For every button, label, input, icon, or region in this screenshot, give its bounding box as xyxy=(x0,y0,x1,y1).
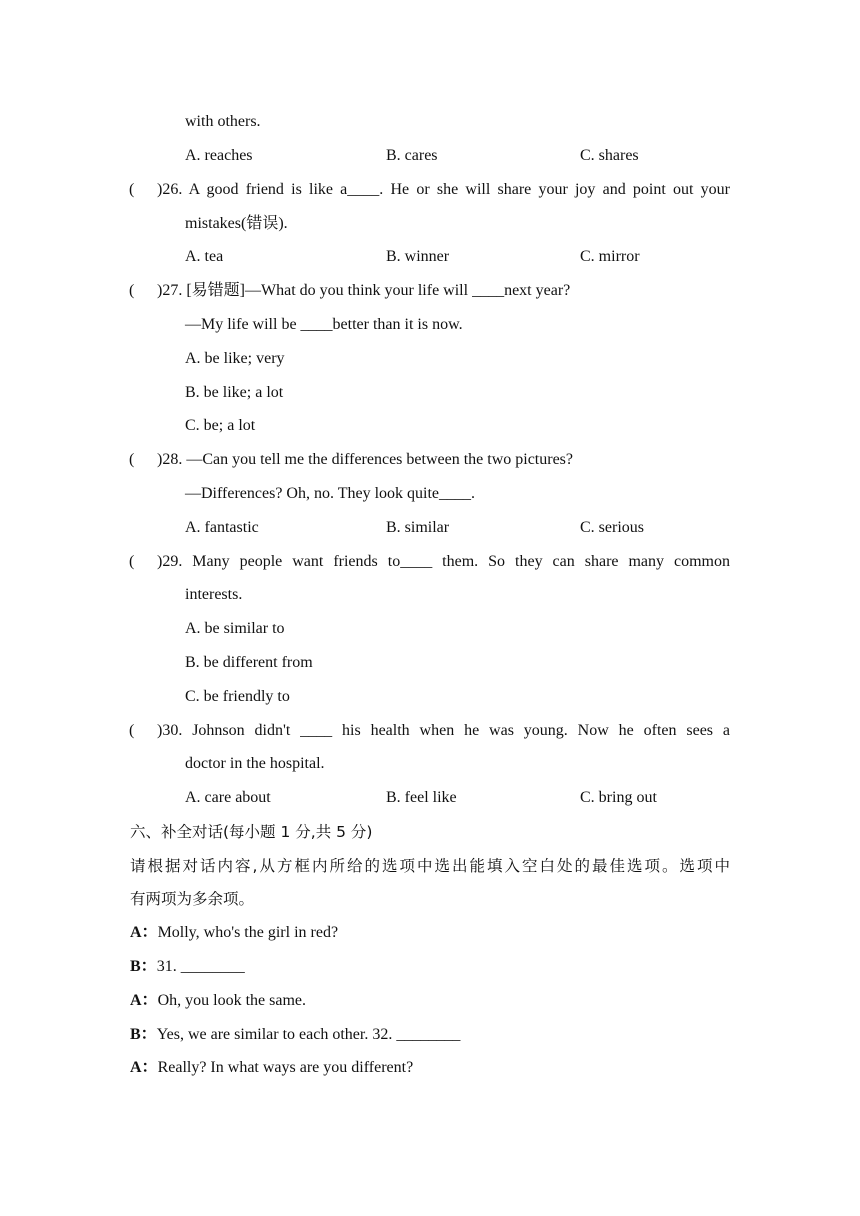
q27-option-b: B. be like; a lot xyxy=(185,384,284,401)
speaker-label: B： xyxy=(130,1026,157,1043)
q29-stem-line1: )29. Many people want friends to____ them. So they can share many common xyxy=(157,553,730,570)
q25-option-a: A. reaches xyxy=(185,147,253,164)
q26-option-a: A. tea xyxy=(185,248,224,265)
q28-stem-line1: )28. —Can you tell me the differences between the two pictures? xyxy=(157,451,574,468)
q29-option-a: A. be similar to xyxy=(185,620,285,637)
q27-answer-paren: ( xyxy=(129,282,135,299)
q30-stem-line1: )30. Johnson didn't ____ his health when he was young. Now he often sees a xyxy=(157,722,730,739)
speaker-label: A： xyxy=(130,992,158,1009)
section-instructions-line2: 有两项为多余项。 xyxy=(130,890,255,908)
q28-option-a: A. fantastic xyxy=(185,519,259,536)
q28-option-c: C. serious xyxy=(580,519,644,536)
dialogue-text: Really? In what ways are you different? xyxy=(157,1059,414,1076)
q30-option-b: B. feel like xyxy=(386,789,457,806)
q28-answer-paren: ( xyxy=(129,451,135,468)
q27-option-c: C. be; a lot xyxy=(185,417,256,434)
q30-option-c: C. bring out xyxy=(580,789,657,806)
q30-stem-line2: doctor in the hospital. xyxy=(185,755,325,772)
q26-option-b: B. winner xyxy=(386,248,450,265)
q29-option-c: C. be friendly to xyxy=(185,688,290,705)
q25-option-c: C. shares xyxy=(580,147,639,164)
dialogue-line xyxy=(130,923,338,943)
q29-stem-line2: interests. xyxy=(185,586,243,603)
dialogue-line xyxy=(130,1025,460,1045)
section-heading: 六、补全对话(每小题 1 分,共 5 分) xyxy=(130,823,373,841)
q25-continuation: with others. xyxy=(185,113,261,130)
dialogue-text: Yes, we are similar to each other. 32. ________ xyxy=(156,1026,461,1043)
q28-option-b: B. similar xyxy=(386,519,450,536)
dialogue-line xyxy=(130,991,306,1011)
section-instructions-line1: 请根据对话内容,从方框内所给的选项中选出能填入空白处的最佳选项。选项中 xyxy=(130,857,730,875)
q28-stem-line2: —Differences? Oh, no. They look quite____. xyxy=(185,485,476,502)
dialogue-text: Oh, you look the same. xyxy=(157,992,306,1009)
dialogue-text: Molly, who's the girl in red? xyxy=(157,924,339,941)
q26-stem-line1: )26. A good friend is like a____. He or she will share your joy and point out your xyxy=(157,181,730,198)
q29-answer-paren: ( xyxy=(129,553,135,570)
q25-option-b: B. cares xyxy=(386,147,438,164)
q27-option-a: A. be like; very xyxy=(185,350,285,367)
q29-option-b: B. be different from xyxy=(185,654,313,671)
q27-stem-line1: )27. [易错题]—What do you think your life will ____next year? xyxy=(157,282,571,299)
dialogue-line xyxy=(130,1058,413,1078)
q26-answer-paren: ( xyxy=(129,181,135,198)
dialogue-text: 31. ________ xyxy=(156,958,245,975)
speaker-label: B： xyxy=(130,958,157,975)
q27-stem-line2: —My life will be ____better than it is now. xyxy=(185,316,463,333)
speaker-label: A： xyxy=(130,924,158,941)
q26-option-c: C. mirror xyxy=(580,248,640,265)
q30-answer-paren: ( xyxy=(129,722,135,739)
q26-stem-line2: mistakes(错误). xyxy=(185,215,288,232)
q30-option-a: A. care about xyxy=(185,789,271,806)
speaker-label: A： xyxy=(130,1059,158,1076)
dialogue-line xyxy=(130,957,245,977)
